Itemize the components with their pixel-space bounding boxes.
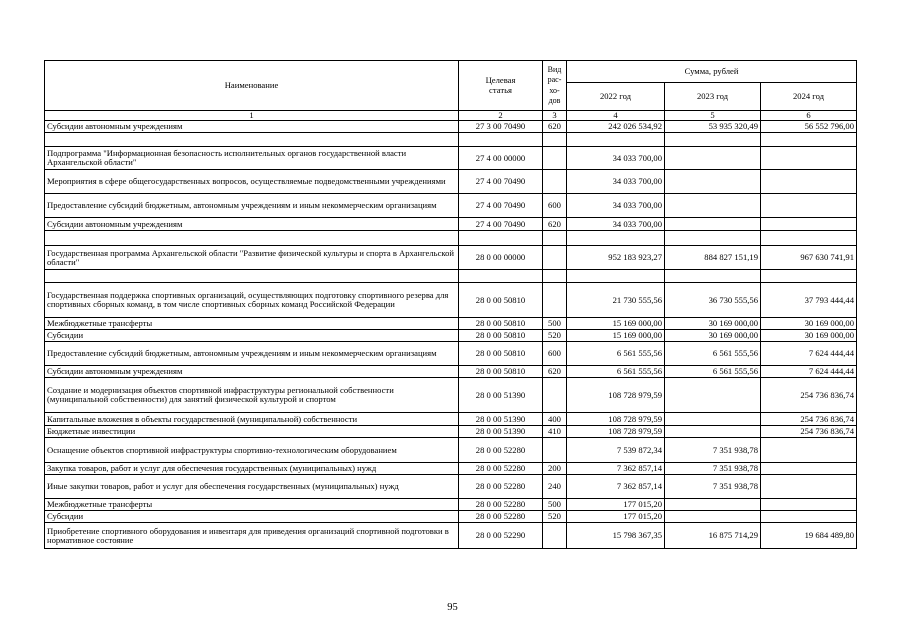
row-amount-2022-cell: 15 169 000,00	[567, 330, 665, 342]
column-number: 4	[567, 111, 665, 121]
column-number: 2	[459, 111, 543, 121]
row-target-article-cell: 28 0 00 52280	[459, 438, 543, 463]
table-row	[45, 330, 857, 342]
table-row	[45, 438, 857, 463]
row-expense-type-cell: 240	[543, 475, 567, 499]
table-row	[45, 342, 857, 366]
row-amount-2022-cell: 177 015,20	[567, 511, 665, 523]
table-row	[45, 194, 857, 218]
header-vid-line1: Вид	[547, 64, 562, 74]
row-amount-2023-cell	[665, 194, 761, 218]
row-amount-2023-cell	[665, 511, 761, 523]
header-expense-type	[543, 61, 567, 111]
row-name-cell: Государственная поддержка спортивных организаций, осуществляющих подготовку спортивного резерва для спортивных сборных команд, в том числе спортивных сборных команд Российской Федерации	[45, 283, 459, 318]
row-name-cell: Предоставление субсидий бюджетным, автономным учреждениям и иным некоммерческим организациям	[45, 342, 459, 366]
row-name-cell: Приобретение спортивного оборудования и инвентаря для приведения организаций спортивной подготовки в нормативное состояние	[45, 523, 459, 549]
table-row	[45, 463, 857, 475]
row-amount-2024-cell	[761, 194, 857, 218]
header-sum: Сумма, рублей	[567, 61, 857, 83]
row-amount-2022-cell: 15 798 367,35	[567, 523, 665, 549]
row-expense-type-cell: 600	[543, 342, 567, 366]
row-amount-2023-cell	[665, 170, 761, 194]
table-row	[45, 270, 857, 283]
row-amount-2022-cell	[567, 270, 665, 283]
row-expense-type-cell	[543, 283, 567, 318]
row-amount-2022-cell: 242 026 534,92	[567, 121, 665, 133]
row-name-cell: Бюджетные инвестиции	[45, 426, 459, 438]
row-amount-2022-cell: 108 728 979,59	[567, 426, 665, 438]
row-amount-2023-cell: 884 827 151,19	[665, 246, 761, 270]
row-name-cell: Предоставление субсидий бюджетным, автономным учреждениям и иным некоммерческим организациям	[45, 194, 459, 218]
row-target-article-cell	[459, 270, 543, 283]
row-target-article-cell: 28 0 00 51390	[459, 426, 543, 438]
header-year-2024: 2024 год	[761, 83, 857, 111]
row-target-article-cell: 27 4 00 70490	[459, 170, 543, 194]
header-year-2022: 2022 год	[567, 83, 665, 111]
row-amount-2023-cell	[665, 378, 761, 413]
row-target-article-cell: 28 0 00 51390	[459, 413, 543, 426]
row-amount-2024-cell: 30 169 000,00	[761, 318, 857, 330]
row-amount-2024-cell: 967 630 741,91	[761, 246, 857, 270]
row-amount-2023-cell: 7 351 938,78	[665, 475, 761, 499]
row-amount-2022-cell: 108 728 979,59	[567, 413, 665, 426]
header-code-line1: Целевая	[485, 75, 516, 86]
row-amount-2022-cell: 7 539 872,34	[567, 438, 665, 463]
row-target-article-cell: 27 4 00 00000	[459, 147, 543, 170]
column-number: 1	[45, 111, 459, 121]
row-expense-type-cell	[543, 246, 567, 270]
table-row	[45, 318, 857, 330]
row-amount-2023-cell	[665, 218, 761, 231]
row-expense-type-cell: 620	[543, 121, 567, 133]
row-amount-2022-cell: 6 561 555,56	[567, 342, 665, 366]
row-expense-type-cell: 200	[543, 463, 567, 475]
row-amount-2024-cell: 19 684 489,80	[761, 523, 857, 549]
row-amount-2023-cell: 7 351 938,78	[665, 463, 761, 475]
row-amount-2022-cell: 177 015,20	[567, 499, 665, 511]
row-expense-type-cell: 620	[543, 218, 567, 231]
header-vid-line4: дов	[548, 96, 561, 105]
row-expense-type-cell: 520	[543, 330, 567, 342]
row-amount-2022-cell: 15 169 000,00	[567, 318, 665, 330]
header-vid-line2: рас-	[547, 75, 562, 84]
header-year-2023: 2023 год	[665, 83, 761, 111]
row-amount-2022-cell: 108 728 979,59	[567, 378, 665, 413]
row-target-article-cell: 28 0 00 52280	[459, 463, 543, 475]
row-name-cell: Межбюджетные трансферты	[45, 499, 459, 511]
row-amount-2024-cell	[761, 499, 857, 511]
row-name-cell: Мероприятия в сфере общегосударственных вопросов, осуществляемые подведомственными учреждениями	[45, 170, 459, 194]
row-amount-2023-cell: 7 351 938,78	[665, 438, 761, 463]
table-row	[45, 499, 857, 511]
row-amount-2023-cell	[665, 413, 761, 426]
row-amount-2024-cell	[761, 475, 857, 499]
row-expense-type-cell: 500	[543, 318, 567, 330]
row-expense-type-cell	[543, 523, 567, 549]
row-target-article-cell	[459, 231, 543, 246]
row-amount-2024-cell: 7 624 444,44	[761, 366, 857, 378]
row-target-article-cell: 28 0 00 52280	[459, 499, 543, 511]
row-amount-2022-cell: 34 033 700,00	[567, 147, 665, 170]
row-name-cell: Закупка товаров, работ и услуг для обеспечения государственных (муниципальных) нужд	[45, 463, 459, 475]
table-row	[45, 231, 857, 246]
table-row	[45, 426, 857, 438]
page-number: 95	[447, 602, 458, 613]
row-name-cell: Субсидии автономным учреждениям	[45, 366, 459, 378]
row-target-article-cell: 28 0 00 50810	[459, 318, 543, 330]
row-name-cell: Субсидии автономным учреждениям	[45, 218, 459, 231]
row-amount-2023-cell	[665, 499, 761, 511]
row-amount-2022-cell	[567, 133, 665, 147]
row-name-cell: Капитальные вложения в объекты государственной (муниципальной) собственности	[45, 413, 459, 426]
row-amount-2023-cell: 16 875 714,29	[665, 523, 761, 549]
row-amount-2024-cell	[761, 438, 857, 463]
row-target-article-cell: 28 0 00 50810	[459, 342, 543, 366]
row-name-cell: Создание и модернизация объектов спортивной инфраструктуры региональной собственности (муниципальной собственности) для занятий физической культурой и спортом	[45, 378, 459, 413]
table-row	[45, 475, 857, 499]
row-amount-2024-cell	[761, 147, 857, 170]
row-amount-2024-cell	[761, 170, 857, 194]
row-amount-2024-cell: 254 736 836,74	[761, 378, 857, 413]
row-amount-2024-cell	[761, 133, 857, 147]
header-code-line2: статья	[489, 84, 512, 95]
header-name: Наименование	[45, 61, 459, 111]
row-amount-2024-cell: 30 169 000,00	[761, 330, 857, 342]
row-amount-2024-cell: 7 624 444,44	[761, 342, 857, 366]
row-expense-type-cell	[543, 231, 567, 246]
row-expense-type-cell: 600	[543, 194, 567, 218]
table-row	[45, 170, 857, 194]
row-target-article-cell: 28 0 00 52280	[459, 475, 543, 499]
row-name-cell	[45, 270, 459, 283]
row-target-article-cell: 28 0 00 52280	[459, 511, 543, 523]
row-name-cell: Иные закупки товаров, работ и услуг для обеспечения государственных (муниципальных) нужд	[45, 475, 459, 499]
row-expense-type-cell	[543, 170, 567, 194]
row-amount-2024-cell	[761, 511, 857, 523]
row-target-article-cell: 28 0 00 50810	[459, 366, 543, 378]
table-row	[45, 133, 857, 147]
row-name-cell	[45, 133, 459, 147]
row-target-article-cell: 28 0 00 51390	[459, 378, 543, 413]
row-expense-type-cell	[543, 438, 567, 463]
row-amount-2022-cell: 34 033 700,00	[567, 194, 665, 218]
row-target-article-cell: 28 0 00 52290	[459, 523, 543, 549]
row-target-article-cell: 27 4 00 70490	[459, 194, 543, 218]
header-vid-line3: хо-	[549, 85, 560, 95]
row-amount-2023-cell	[665, 231, 761, 246]
row-name-cell	[45, 231, 459, 246]
row-amount-2024-cell	[761, 231, 857, 246]
row-amount-2024-cell: 37 793 444,44	[761, 283, 857, 318]
row-expense-type-cell	[543, 270, 567, 283]
column-number: 6	[761, 111, 857, 121]
row-amount-2023-cell: 6 561 555,56	[665, 366, 761, 378]
row-amount-2023-cell	[665, 133, 761, 147]
row-amount-2022-cell: 7 362 857,14	[567, 475, 665, 499]
row-amount-2023-cell	[665, 270, 761, 283]
table-header	[45, 61, 857, 121]
table-row	[45, 378, 857, 413]
row-amount-2024-cell: 254 736 836,74	[761, 426, 857, 438]
row-name-cell: Субсидии автономным учреждениям	[45, 121, 459, 133]
row-expense-type-cell: 400	[543, 413, 567, 426]
row-expense-type-cell	[543, 147, 567, 170]
row-amount-2024-cell	[761, 270, 857, 283]
row-target-article-cell: 28 0 00 50810	[459, 330, 543, 342]
row-expense-type-cell: 520	[543, 511, 567, 523]
table-row	[45, 366, 857, 378]
budget-table	[44, 60, 857, 549]
row-expense-type-cell	[543, 133, 567, 147]
row-amount-2024-cell	[761, 463, 857, 475]
row-expense-type-cell	[543, 378, 567, 413]
row-target-article-cell: 27 4 00 70490	[459, 218, 543, 231]
row-amount-2022-cell: 952 183 923,27	[567, 246, 665, 270]
row-name-cell: Подпрограмма "Информационная безопасность исполнительных органов государственной власти Архангельской области"	[45, 147, 459, 170]
row-amount-2022-cell: 34 033 700,00	[567, 170, 665, 194]
table-row	[45, 147, 857, 170]
row-amount-2022-cell: 21 730 555,56	[567, 283, 665, 318]
row-amount-2022-cell: 6 561 555,56	[567, 366, 665, 378]
row-target-article-cell: 28 0 00 00000	[459, 246, 543, 270]
row-amount-2023-cell: 53 935 320,49	[665, 121, 761, 133]
table-row	[45, 413, 857, 426]
row-amount-2022-cell: 34 033 700,00	[567, 218, 665, 231]
row-expense-type-cell: 500	[543, 499, 567, 511]
row-target-article-cell	[459, 133, 543, 147]
row-target-article-cell: 27 3 00 70490	[459, 121, 543, 133]
row-target-article-cell: 28 0 00 50810	[459, 283, 543, 318]
row-amount-2024-cell	[761, 218, 857, 231]
table-row	[45, 511, 857, 523]
column-number: 3	[543, 111, 567, 121]
header-target-article	[459, 61, 543, 111]
row-amount-2023-cell: 30 169 000,00	[665, 318, 761, 330]
row-name-cell: Межбюджетные трансферты	[45, 318, 459, 330]
column-number-row	[45, 111, 857, 121]
row-name-cell: Государственная программа Архангельской области "Развитие физической культуры и спорта в Архангельской области"	[45, 246, 459, 270]
row-amount-2022-cell	[567, 231, 665, 246]
row-name-cell: Оснащение объектов спортивной инфраструктуры спортивно-технологическим оборудованием	[45, 438, 459, 463]
row-amount-2024-cell: 254 736 836,74	[761, 413, 857, 426]
row-name-cell: Субсидии	[45, 330, 459, 342]
table-row	[45, 218, 857, 231]
row-amount-2022-cell: 7 362 857,14	[567, 463, 665, 475]
table-row	[45, 283, 857, 318]
row-amount-2023-cell	[665, 147, 761, 170]
row-amount-2023-cell	[665, 426, 761, 438]
table-body	[45, 121, 857, 549]
row-expense-type-cell: 410	[543, 426, 567, 438]
row-amount-2024-cell: 56 552 796,00	[761, 121, 857, 133]
table-row	[45, 523, 857, 549]
row-name-cell: Субсидии	[45, 511, 459, 523]
row-expense-type-cell: 620	[543, 366, 567, 378]
column-number: 5	[665, 111, 761, 121]
row-amount-2023-cell: 6 561 555,56	[665, 342, 761, 366]
row-amount-2023-cell: 30 169 000,00	[665, 330, 761, 342]
table-row	[45, 246, 857, 270]
table-row	[45, 121, 857, 133]
row-amount-2023-cell: 36 730 555,56	[665, 283, 761, 318]
